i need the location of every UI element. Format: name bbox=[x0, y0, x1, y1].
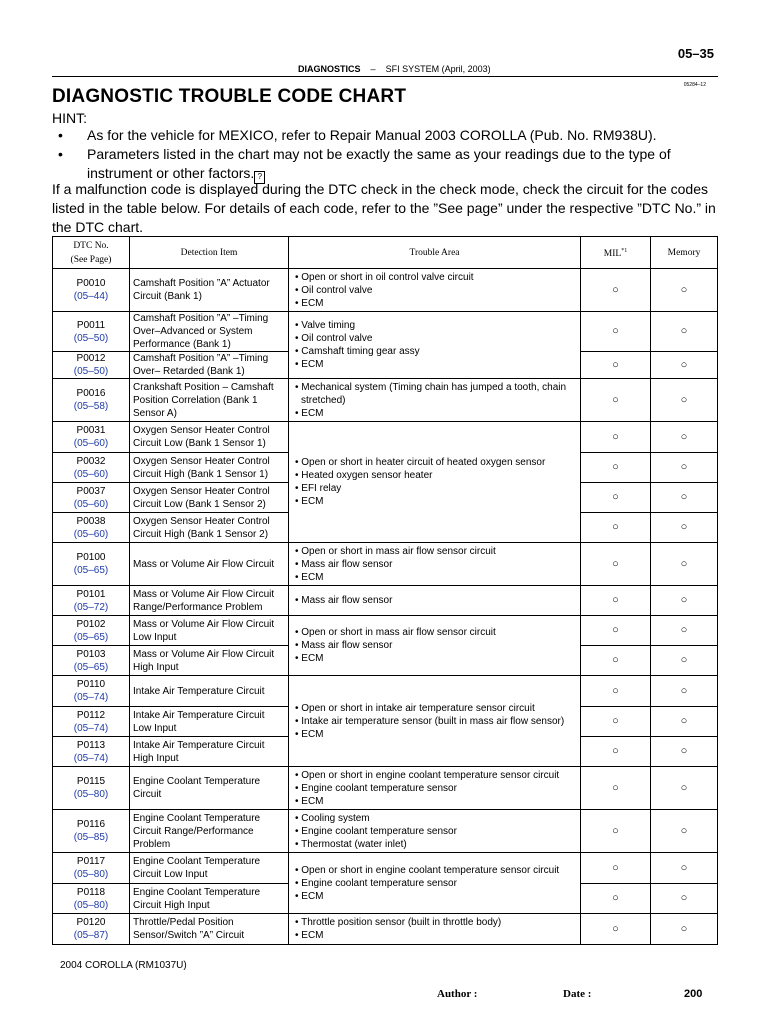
table-row bbox=[53, 379, 718, 422]
dtc-code-cell bbox=[53, 483, 130, 513]
memory-mark-icon: ○ bbox=[651, 269, 718, 312]
trouble-area-item: • Intake air temperature sensor (built in mass air flow sensor) bbox=[295, 715, 565, 727]
memory-mark-icon: ○ bbox=[651, 379, 718, 422]
note-icon: ? bbox=[254, 171, 265, 184]
mil-mark-icon: ○ bbox=[581, 483, 651, 513]
page-number: 05–35 bbox=[677, 46, 714, 61]
table-row bbox=[53, 853, 718, 884]
trouble-area-item: • Open or short in heater circuit of heated oxygen sensor bbox=[295, 457, 546, 468]
trouble-area-cell bbox=[289, 269, 581, 312]
dtc-code-cell bbox=[53, 767, 130, 810]
dtc-code-cell bbox=[53, 312, 130, 352]
dtc-code-cell bbox=[53, 737, 130, 767]
detection-item-cell: Throttle/Pedal Position Sensor/Switch ”A” Circuit bbox=[130, 914, 289, 945]
trouble-area-item: • Mechanical system (Timing chain has jumped a tooth, chain stretched) bbox=[295, 381, 567, 406]
dtc-header: DTC No. (See Page) bbox=[53, 237, 130, 269]
dtc-code: P0011 bbox=[76, 319, 106, 331]
footer-model: 2004 COROLLA (RM1037U) bbox=[60, 960, 187, 971]
dtc-code-cell bbox=[53, 352, 130, 379]
hint-label: HINT: bbox=[52, 110, 87, 126]
dtc-code: P0012 bbox=[76, 353, 106, 364]
trouble-area-item: • Thermostat (water inlet) bbox=[295, 838, 407, 850]
detection-item-cell: Engine Coolant Temperature Circuit Range/Performance Problem bbox=[130, 810, 289, 853]
dtc-code: P0037 bbox=[76, 485, 106, 497]
table-row bbox=[53, 767, 718, 810]
footer-author-label: Author : bbox=[437, 988, 478, 1000]
trouble-area-item: • Valve timing bbox=[295, 320, 356, 331]
trouble-area-cell bbox=[289, 379, 581, 422]
see-page-link[interactable]: (05–60) bbox=[73, 498, 109, 510]
trouble-area-cell bbox=[289, 767, 581, 810]
hint-bullet: • Parameters listed in the chart may not be exactly the same as your readings due to the type of instrument or other factors. ? bbox=[52, 145, 722, 184]
page-title: DIAGNOSTIC TROUBLE CODE CHART bbox=[52, 86, 407, 107]
trouble-area-item: • ECM bbox=[295, 407, 324, 419]
memory-mark-icon: ○ bbox=[651, 676, 718, 707]
dtc-code: P0032 bbox=[76, 455, 106, 467]
detection-item-cell: Engine Coolant Temperature Circuit Low Input bbox=[130, 853, 289, 884]
dtc-code: P0110 bbox=[76, 679, 106, 690]
trouble-area-item: • Open or short in intake air temperature sensor circuit bbox=[295, 702, 535, 714]
detection-item-cell: Mass or Volume Air Flow Circuit bbox=[130, 543, 289, 586]
trouble-area-cell bbox=[289, 914, 581, 945]
see-page-link[interactable]: (05–60) bbox=[73, 468, 109, 480]
dtc-code: P0120 bbox=[76, 917, 106, 928]
see-page-link[interactable]: (05–60) bbox=[73, 528, 109, 540]
mil-mark-icon: ○ bbox=[581, 312, 651, 352]
header-rule bbox=[52, 76, 718, 77]
bullet-dot-icon: • bbox=[58, 127, 63, 143]
see-page-link[interactable]: (05–80) bbox=[73, 789, 109, 800]
dtc-code: P0115 bbox=[76, 776, 106, 787]
mil-mark-icon: ○ bbox=[581, 707, 651, 737]
trouble-area-item: • Open or short in engine coolant temperature sensor circuit bbox=[295, 864, 560, 876]
mil-mark-icon: ○ bbox=[581, 543, 651, 586]
dtc-code-cell bbox=[53, 616, 130, 646]
mil-mark-icon: ○ bbox=[581, 616, 651, 646]
memory-mark-icon: ○ bbox=[651, 586, 718, 616]
mil-mark-icon: ○ bbox=[581, 269, 651, 312]
intro-paragraph: If a malfunction code is displayed during the DTC check in the check mode, check the circuit for the codes listed in the table below. For details of each code, refer to the ”See page” under the respective ”DTC No.” in the DTC chart. bbox=[52, 181, 716, 235]
see-page-link[interactable]: (05–58) bbox=[73, 401, 109, 412]
see-page-link[interactable]: (05–65) bbox=[73, 661, 109, 673]
bullet-dot-icon: • bbox=[58, 146, 63, 162]
dtc-code: P0113 bbox=[76, 739, 106, 751]
dtc-code: P0010 bbox=[76, 278, 106, 289]
trouble-area-item: • Open or short in mass air flow sensor circuit bbox=[295, 627, 496, 638]
trouble-area-cell bbox=[289, 543, 581, 586]
table-row bbox=[53, 616, 718, 646]
table-row bbox=[53, 269, 718, 312]
dtc-code: P0102 bbox=[76, 618, 106, 630]
trouble-area-cell bbox=[289, 422, 581, 543]
trouble-area-item: • Engine coolant temperature sensor bbox=[295, 825, 457, 837]
trouble-area-item: • ECM bbox=[295, 359, 324, 370]
memory-header: Memory bbox=[651, 237, 718, 269]
mil-mark-icon: ○ bbox=[581, 676, 651, 707]
trouble-area-cell bbox=[289, 586, 581, 616]
memory-mark-icon: ○ bbox=[651, 616, 718, 646]
detection-item-cell: Oxygen Sensor Heater Control Circuit High (Bank 1 Sensor 1) bbox=[130, 453, 289, 483]
memory-mark-icon: ○ bbox=[651, 884, 718, 914]
memory-mark-icon: ○ bbox=[651, 767, 718, 810]
dtc-code: P0101 bbox=[76, 588, 106, 600]
memory-mark-icon: ○ bbox=[651, 810, 718, 853]
trouble-area-item: • Open or short in oil control valve circuit bbox=[295, 271, 474, 283]
trouble-area-item: • ECM bbox=[295, 653, 324, 664]
dtc-code-cell bbox=[53, 586, 130, 616]
table-row bbox=[53, 810, 718, 853]
mil-mark-icon: ○ bbox=[581, 767, 651, 810]
detection-item-cell: Intake Air Temperature Circuit bbox=[130, 676, 289, 707]
footer-date-label: Date : bbox=[563, 988, 592, 1000]
memory-mark-icon: ○ bbox=[651, 646, 718, 676]
see-page-link[interactable]: (05–85) bbox=[73, 832, 109, 843]
table-row bbox=[53, 586, 718, 616]
trouble-area-cell bbox=[289, 312, 581, 379]
trouble-area-cell bbox=[289, 676, 581, 767]
memory-mark-icon: ○ bbox=[651, 352, 718, 379]
detection-item-cell: Mass or Volume Air Flow Circuit Range/Performance Problem bbox=[130, 586, 289, 616]
detection-item-cell: Oxygen Sensor Heater Control Circuit Low (Bank 1 Sensor 2) bbox=[130, 483, 289, 513]
memory-mark-icon: ○ bbox=[651, 543, 718, 586]
trouble-area-item: • ECM bbox=[295, 890, 324, 902]
detection-item-cell: Crankshaft Position – Camshaft Position Correlation (Bank 1 Sensor A) bbox=[130, 379, 289, 422]
dtc-code-cell bbox=[53, 707, 130, 737]
mil-mark-icon: ○ bbox=[581, 884, 651, 914]
mil-mark-icon: ○ bbox=[581, 586, 651, 616]
memory-mark-icon: ○ bbox=[651, 853, 718, 884]
see-page-link[interactable]: (05–74) bbox=[73, 752, 109, 764]
dtc-code-cell bbox=[53, 853, 130, 884]
trouble-area-item: • Camshaft timing gear assy bbox=[295, 346, 420, 357]
trouble-area-item: • Oil control valve bbox=[295, 284, 373, 296]
system-name: SFI SYSTEM (April, 2003) bbox=[385, 64, 491, 74]
mil-mark-icon: ○ bbox=[581, 422, 651, 453]
memory-mark-icon: ○ bbox=[651, 312, 718, 352]
trouble-area-item: • EFI relay bbox=[295, 483, 342, 494]
mil-mark-icon: ○ bbox=[581, 646, 651, 676]
dtc-code: P0031 bbox=[76, 425, 106, 436]
trouble-area-cell bbox=[289, 616, 581, 676]
hint-bullet: • As for the vehicle for MEXICO, refer to Repair Manual 2003 COROLLA (Pub. No. RM938U). bbox=[58, 127, 657, 143]
detection-item-cell: Engine Coolant Temperature Circuit High Input bbox=[130, 884, 289, 914]
footer-page-number: 200 bbox=[684, 988, 703, 1000]
see-page-link[interactable]: (05–50) bbox=[73, 332, 109, 344]
trouble-area-cell bbox=[289, 853, 581, 914]
section-name: DIAGNOSTICS bbox=[298, 64, 361, 74]
table-row bbox=[53, 422, 718, 453]
detection-item-cell: Camshaft Position ”A” –Timing Over– Retarded (Bank 1) bbox=[130, 352, 289, 379]
mil-mark-icon: ○ bbox=[581, 453, 651, 483]
table-row bbox=[53, 312, 718, 352]
table-row bbox=[53, 676, 718, 707]
dtc-code-cell bbox=[53, 914, 130, 945]
dtc-code-cell bbox=[53, 269, 130, 312]
dtc-code: P0116 bbox=[76, 819, 106, 830]
mil-mark-icon: ○ bbox=[581, 810, 651, 853]
memory-mark-icon: ○ bbox=[651, 513, 718, 543]
see-page-link[interactable]: (05–80) bbox=[73, 869, 109, 880]
dtc-code-cell bbox=[53, 676, 130, 707]
illustration-code: 05284–12 bbox=[683, 82, 706, 88]
mil-mark-icon: ○ bbox=[581, 914, 651, 945]
dtc-code-cell bbox=[53, 646, 130, 676]
see-page-link[interactable]: (05–80) bbox=[73, 899, 109, 911]
table-row bbox=[53, 543, 718, 586]
dtc-code: P0038 bbox=[76, 515, 106, 527]
memory-mark-icon: ○ bbox=[651, 914, 718, 945]
dtc-code-cell bbox=[53, 379, 130, 422]
detection-item-cell: Oxygen Sensor Heater Control Circuit Low (Bank 1 Sensor 1) bbox=[130, 422, 289, 453]
mil-header: MIL$^{*1}$ bbox=[581, 237, 651, 269]
trouble-area-item: • Mass air flow sensor bbox=[295, 640, 393, 651]
trouble-area-cell bbox=[289, 810, 581, 853]
header-dash: – bbox=[370, 64, 376, 74]
detection-header: Detection Item bbox=[130, 237, 289, 269]
trouble-area-item: • Engine coolant temperature sensor bbox=[295, 877, 457, 889]
detection-item-cell: Intake Air Temperature Circuit High Input bbox=[130, 737, 289, 767]
memory-mark-icon: ○ bbox=[651, 453, 718, 483]
detection-item-cell: Camshaft Position ”A” Actuator Circuit (Bank 1) bbox=[130, 269, 289, 312]
see-page-link[interactable]: (05–65) bbox=[73, 565, 109, 576]
see-page-link[interactable]: (05–72) bbox=[73, 601, 109, 613]
mil-mark-icon: ○ bbox=[581, 853, 651, 884]
dtc-code-cell bbox=[53, 543, 130, 586]
dtc-code: P0112 bbox=[76, 709, 106, 721]
dtc-code: P0100 bbox=[76, 552, 106, 563]
see-page-link[interactable]: (05–74) bbox=[73, 692, 109, 703]
detection-item-cell: Mass or Volume Air Flow Circuit Low Input bbox=[130, 616, 289, 646]
dtc-code: P0118 bbox=[76, 886, 106, 898]
memory-mark-icon: ○ bbox=[651, 737, 718, 767]
mil-mark-icon: ○ bbox=[581, 513, 651, 543]
trouble-area-item: • Heated oxygen sensor heater bbox=[295, 470, 433, 481]
detection-item-cell: Mass or Volume Air Flow Circuit High Input bbox=[130, 646, 289, 676]
dtc-code-cell bbox=[53, 810, 130, 853]
memory-mark-icon: ○ bbox=[651, 483, 718, 513]
see-page-link[interactable]: (05–60) bbox=[73, 438, 109, 449]
detection-item-cell: Camshaft Position ”A” –Timing Over–Advanced or System Performance (Bank 1) bbox=[130, 312, 289, 352]
trouble-area-item: • Mass air flow sensor bbox=[295, 595, 393, 606]
memory-mark-icon: ○ bbox=[651, 707, 718, 737]
trouble-header: Trouble Area bbox=[289, 237, 581, 269]
see-page-link[interactable]: (05–65) bbox=[73, 631, 109, 643]
trouble-area-item: • Mass air flow sensor bbox=[295, 558, 393, 570]
trouble-area-item: • ECM bbox=[295, 297, 324, 309]
dtc-code: P0103 bbox=[76, 648, 106, 660]
see-page-link[interactable]: (05–44) bbox=[73, 291, 109, 302]
see-page-link[interactable]: (05–74) bbox=[73, 722, 109, 734]
dtc-code: P0016 bbox=[76, 388, 106, 399]
dtc-code-cell bbox=[53, 884, 130, 914]
trouble-area-item: • Oil control valve bbox=[295, 333, 373, 344]
detection-item-cell: Oxygen Sensor Heater Control Circuit High (Bank 1 Sensor 2) bbox=[130, 513, 289, 543]
table-row bbox=[53, 914, 718, 945]
trouble-area-item: • ECM bbox=[295, 571, 324, 583]
hint-bullets bbox=[52, 126, 722, 184]
trouble-area-item: • ECM bbox=[295, 930, 324, 941]
see-page-link[interactable]: (05–50) bbox=[73, 366, 109, 377]
trouble-area-item: • Engine coolant temperature sensor bbox=[295, 782, 457, 794]
dtc-code-cell bbox=[53, 513, 130, 543]
memory-mark-icon: ○ bbox=[651, 422, 718, 453]
dtc-table bbox=[52, 236, 718, 945]
dtc-code: P0117 bbox=[76, 856, 106, 867]
trouble-area-item: • Throttle position sensor (built in throttle body) bbox=[295, 917, 502, 928]
dtc-code-cell bbox=[53, 422, 130, 453]
trouble-area-item: • Cooling system bbox=[295, 812, 370, 824]
mil-mark-icon: ○ bbox=[581, 379, 651, 422]
trouble-area-item: • Open or short in engine coolant temperature sensor circuit bbox=[295, 769, 560, 781]
mil-mark-icon: ○ bbox=[581, 737, 651, 767]
mil-mark-icon: ○ bbox=[581, 352, 651, 379]
trouble-area-item: • Open or short in mass air flow sensor circuit bbox=[295, 545, 496, 557]
dtc-code-cell bbox=[53, 453, 130, 483]
table-header-row bbox=[53, 237, 718, 269]
trouble-area-item: • ECM bbox=[295, 795, 324, 807]
detection-item-cell: Engine Coolant Temperature Circuit bbox=[130, 767, 289, 810]
trouble-area-item: • ECM bbox=[295, 728, 324, 740]
trouble-area-item: • ECM bbox=[295, 496, 324, 507]
detection-item-cell: Intake Air Temperature Circuit Low Input bbox=[130, 707, 289, 737]
see-page-link[interactable]: (05–87) bbox=[73, 930, 109, 941]
